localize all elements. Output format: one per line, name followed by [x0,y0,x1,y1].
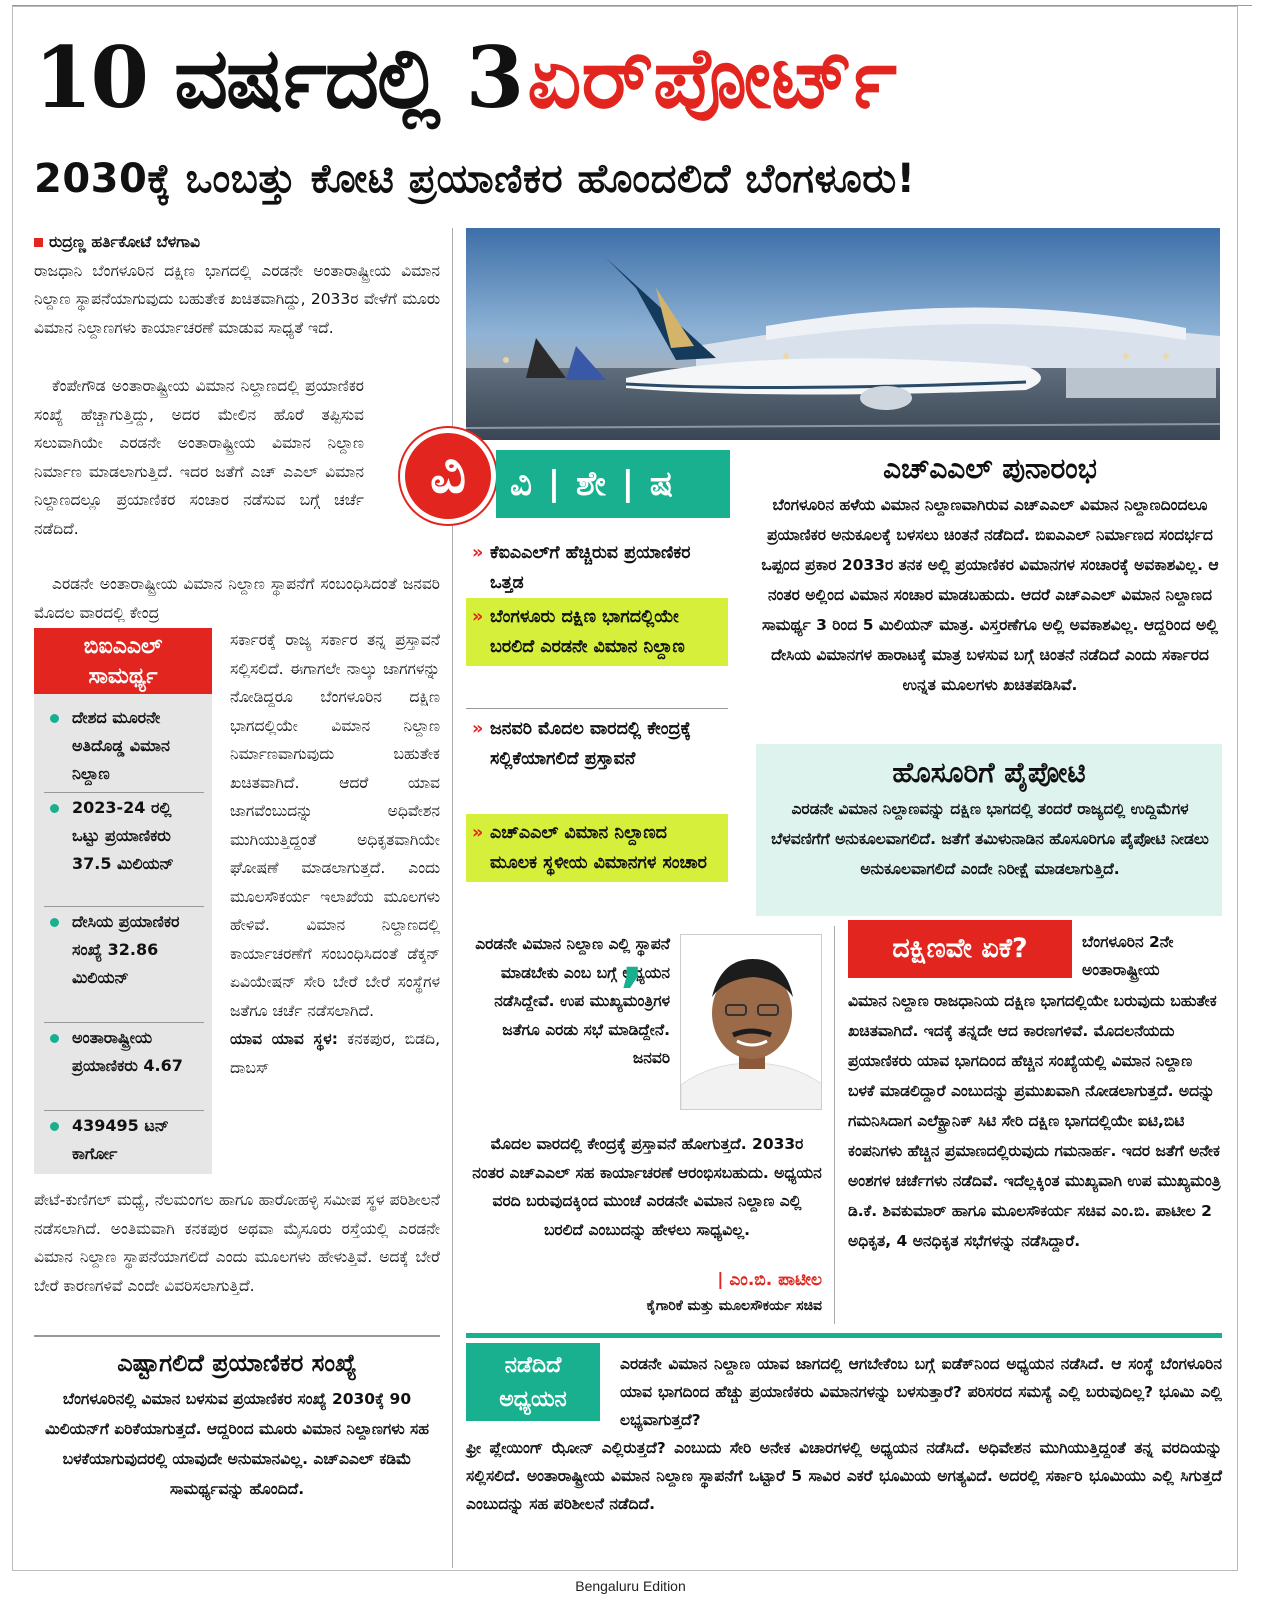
passenger-count-title: ಎಷ್ಟಾಗಲಿದೆ ಪ್ರಯಾಣಿಕರ ಸಂಖ್ಯೆ [117,1349,357,1377]
headline-part-2: ಏರ್‌ಪೋರ್ಟ್ [527,29,897,127]
quote-author-role: ಕೈಗಾರಿಕೆ ಮತ್ತು ಮೂಲಸೌಕರ್ಯ ಸಚಿವ [646,1298,822,1314]
study-text-part-2: ಫ್ರೀ ಪ್ಲೇಯಿಂಗ್ ಝೋನ್ ಎಲ್ಲಿರುತ್ತದೆ? ಎಂಬುದು ಸೇರಿ ಅನೇಕ ವಿಚಾರಗಳಲ್ಲಿ ಅಧ್ಯಯನ ನಡೆಸಿದೆ. ಅಧಿವೇಶನ ಮುಗಿಯುತ್ತಿದ್ದಂತೆ ತನ್ನ ವರದಿಯನ್ನು ಸಲ್ಲಿಸಲಿದೆ. ಅಂತಾರಾಷ್ಟ್ರೀಯ ವಿಮಾನ ನಿಲ್ದಾಣ ಸ್ಥಾಪನೆಗೆ ಒಟ್ಟಾರೆ 5 ಸಾವಿರ ಎಕರೆ ಭೂಮಿಯ ಅಗತ್ಯವಿದೆ. ಅದರಲ್ಲಿ ಸರ್ಕಾರಿ ಭೂಮಿಯು ಎಲ್ಲಿ ಸಿಗುತ್ತದೆ ಎಂಬುದನ್ನು ಸಹ ಪರಿಶೀಲನೆ ನಡೆದಿದೆ. [466,1439,1222,1513]
vishesha-logo [400,422,730,522]
divider [34,1335,440,1337]
bial-item-text: 2023-24 ರಲ್ಲಿ ಒಟ್ಟು ಪ್ರಯಾಣಿಕರು 37.5 ಮಿಲಿಯನ್ [72,798,174,873]
portrait-illustration [681,935,822,1110]
why-south-lead: ಬೆಂಗಳೂರಿನ 2ನೇ ಅಂತಾರಾಷ್ಟ್ರೀಯ [1082,933,1174,979]
highlight-bullet [466,710,728,778]
article-para-3 [34,570,440,627]
why-south-body: ವಿಮಾನ ನಿಲ್ದಾಣ ರಾಜಧಾನಿಯ ದಕ್ಷಿಣ ಭಾಗದಲ್ಲಿಯೇ ಬರುವುದು ಬಹುತೇಕ ಖಚಿತವಾಗಿದೆ. ಇದಕ್ಕೆ ತನ್ನದೇ ಆದ ಕಾರಣಗಳಿವೆ. ಮೊದಲನೆಯದು ಪ್ರಯಾಣಿಕರು ಯಾವ ಭಾಗದಿಂದ ಹೆಚ್ಚಿನ ಸಂಖ್ಯೆಯಲ್ಲಿ ವಿಮಾನ ನಿಲ್ದಾಣ ಬಳಕೆ ಮಾಡಲಿದ್ದಾರೆ ಎಂಬುದನ್ನು ಪ್ರಮುಖವಾಗಿ ನೋಡಲಾಗುತ್ತದೆ. ಅದನ್ನು ಗಮನಿಸಿದಾಗ ಎಲೆಕ್ಟ್ರಾನಿಕ್ ಸಿಟಿ ಸೇರಿ ದಕ್ಷಿಣ ಭಾಗದಲ್ಲಿಯೇ ಐಟಿ,ಬಿಟಿ ಕಂಪನಿಗಳು ಹೆಚ್ಚಿನ ಪ್ರಮಾಣದಲ್ಲಿರುವುದು ಗಮನಾರ್ಹ. ಇದರ ಜತೆಗೆ ಅನೇಕ ಅಂಶಗಳ ಚರ್ಚೆಗಳು ನಡೆದಿವೆ. ಇದೆಲ್ಲಕ್ಕಿಂತ ಮುಖ್ಯವಾಗಿ ಉಪ ಮುಖ್ಯಮಂತ್ರಿ ಡಿ.ಕೆ. ಶಿವಕುಮಾರ್ ಹಾಗೂ ಮೂಲಸೌಕರ್ಯ ಸಚಿವ ಎಂ.ಬಿ. ಪಾಟೀಲ 2 ಅಧಿಕೃತ, 4 ಅನಧಿಕೃತ ಸಭೆಗಳನ್ನು ನಡೆಸಿದ್ದಾರೆ. [848,992,1221,1250]
vishesha-letter: ವಿ [429,441,467,506]
bial-item [44,1112,204,1168]
green-divider [466,1333,1222,1338]
bial-item-text: ದೇಸಿಯ ಪ್ರಯಾಣಿಕರ ಸಂಖ್ಯೆ 32.86 ಮಿಲಿಯನ್ [72,912,180,987]
chevron-right-icon: » [472,543,484,563]
article-para-5 [34,1186,440,1300]
main-headline [34,28,1234,148]
airport-illustration [466,228,1220,440]
quote-mark-icon: , [620,921,645,995]
bullet-text: ಜನವರಿ ಮೊದಲ ವಾರದಲ್ಲಿ ಕೇಂದ್ರಕ್ಕೆ ಸಲ್ಲಿಕೆಯಾಗಲಿದೆ ಪ್ರಸ್ತಾವನೆ [490,719,691,769]
vishesha-label: ವಿ | ಶೇ | ಷ [496,450,730,518]
highlight-bullet [466,534,728,602]
bullet-text: ಎಚ್‌ಎಎಲ್ ವಿಮಾನ ನಿಲ್ದಾಣದ ಮೂಲಕ ಸ್ಥಳೀಯ ವಿಮಾನಗಳ ಸಂಚಾರ [490,823,707,873]
column-divider [834,926,835,1324]
article-para-4 [230,626,440,1082]
bial-item-text: ಅಂತಾರಾಷ್ಟ್ರೀಯ ಪ್ರಯಾಣಿಕರು 4.67 [72,1028,183,1075]
passenger-count-body: ಬೆಂಗಳೂರಿನಲ್ಲಿ ವಿಮಾನ ಬಳಸುವ ಪ್ರಯಾಣಿಕರ ಸಂಖ್ಯೆ 2030ಕ್ಕೆ 90 ಮಿಲಿಯನ್‌ಗೆ ಏರಿಕೆಯಾಗುತ್ತದೆ. ಆದ್ದರಿಂದ ಮೂರು ವಿಮಾನ ನಿಲ್ದಾಣಗಳು ಸಹ ಬಳಕೆಯಾಗುವುದರಲ್ಲಿ ಯಾವುದೇ ಅನುಮಾನವಿಲ್ಲ. ಎಚ್‌ಎಎಲ್ ಕಡಿಮೆ ಸಾಮರ್ಥ್ಯವನ್ನು ಹೊಂದಿದೆ. [44,1390,430,1498]
hosur-box-title: ಹೊಸೂರಿಗೆ ಪೈಪೋಟಿ [892,756,1086,789]
bullet-text: ಕೆಐಎಎಲ್‌ಗೆ ಹೆಚ್ಚಿರುವ ಪ್ರಯಾಣಿಕರ ಒತ್ತಡ [490,543,691,593]
paragraph-3: ಎರಡನೇ ಅಂತಾರಾಷ್ಟ್ರೀಯ ವಿಮಾನ ನಿಲ್ದಾಣ ಸ್ಥಾಪನೆಗೆ ಸಂಬಂಧಿಸಿದಂತೆ ಜನವರಿ ಮೊದಲ ವಾರದಲ್ಲಿ ಕೇಂದ್ರ [34,575,440,622]
bullet-dot-icon [50,1034,59,1043]
chevron-right-icon: » [472,719,484,739]
divider [466,708,728,709]
bullet-dot-icon [50,714,59,723]
hosur-box-body: ಎರಡನೇ ವಿಮಾನ ನಿಲ್ದಾಣವನ್ನು ದಕ್ಷಿಣ ಭಾಗದಲ್ಲಿ ತಂದರೆ ರಾಜ್ಯದಲ್ಲಿ ಉದ್ದಿಮೆಗಳ ಬೆಳವಣಿಗೆಗೆ ಅನುಕೂಲವಾಗಲಿದೆ. ಜತೆಗೆ ತಮಿಳುನಾಡಿನ ಹೊಸೂರಿಗೂ ಪೈಪೋಟಿ ನೀಡಲು ಅನುಕೂಲವಾಗಲಿದೆ ಎಂದೇ ನಿರೀಕ್ಷೆ ಮಾಡಲಾಗುತ್ತಿದೆ. [771,800,1209,878]
divider [44,1022,204,1023]
vishesha-circle-icon [400,428,496,524]
places-start: ಕನಕಪುರ, ಬಿಡದಿ, ದಾಬಸ್ [230,1030,440,1077]
headline-part-1: 10 ವರ್ಷದಲ್ಲಿ 3 [34,28,523,127]
highlight-bullet [466,598,728,666]
sub-headline: 2030ಕ್ಕೆ ಒಂಬತ್ತು ಕೋಟಿ ಪ್ರಯಾಣಿಕರ ಹೊಂದಲಿದೆ ಬೆಂಗಳೂರು! [34,156,916,202]
study-text-part-1: ಎರಡನೇ ವಿಮಾನ ನಿಲ್ದಾಣ ಯಾವ ಜಾಗದಲ್ಲಿ ಆಗಬೇಕೆಂಬ ಬಗ್ಗೆ ಐಡೆಕ್‌ನಿಂದ ಅಧ್ಯಯನ ನಡೆಸಿದೆ. ಆ ಸಂಸ್ಥೆ ಬೆಂಗಳೂರಿನ ಯಾವ ಭಾಗದಿಂದ ಹೆಚ್ಚು ಪ್ರಯಾಣಿಕರು ವಿಮಾನಗಳನ್ನು ಬಳಸುತ್ತಾರೆ? ಪರಿಸರದ ಸಮಸ್ಯೆ ಎಲ್ಲಿ ಬರುವುದಿಲ್ಲ? ಭೂಮಿ ಎಲ್ಲಿ ಲಭ್ಯವಾಗುತ್ತದೆ? [620,1355,1222,1429]
bullet-dot-icon [50,1122,59,1131]
bullet-dot-icon [50,918,59,927]
study-title [466,1343,600,1421]
bullet-text: ಬೆಂಗಳೂರು ದಕ್ಷಿಣ ಭಾಗದಲ್ಲಿಯೇ ಬರಲಿದೆ ಎರಡನೇ ವಿಮಾನ ನಿಲ್ದಾಣ [490,607,685,657]
paragraph-1: ರಾಜಧಾನಿ ಬೆಂಗಳೂರಿನ ದಕ್ಷಿಣ ಭಾಗದಲ್ಲಿ ಎರಡನೇ ಅಂತಾರಾಷ್ಟ್ರೀಯ ವಿಮಾನ ನಿಲ್ದಾಣ ಸ್ಥಾಪನೆಯಾಗುವುದು ಬಹುತೇಕ ಖಚಿತವಾಗಿದ್ದು, 2033ರ ವೇಳೆಗೆ ಮೂರು ವಿಮಾನ ನಿಲ್ದಾಣಗಳು ಕಾರ್ಯಾಚರಣೆ ಮಾಡುವ ಸಾಧ್ಯತೆ ಇದೆ. [34,261,440,337]
bial-title-line-1: ಬಿಐಎಎಲ್ [83,634,163,659]
bial-item [44,794,204,878]
quote-text-part-2: ಮೊದಲ ವಾರದಲ್ಲಿ ಕೇಂದ್ರಕ್ಕೆ ಪ್ರಸ್ತಾವನೆ ಹೋಗುತ್ತದೆ. 2033ರ ನಂತರ ಎಚ್‌ಎಎಲ್ ಸಹ ಕಾರ್ಯಾಚರಣೆ ಆರಂಭಿಸಬಹುದು. ಅಧ್ಯಯನ ವರದಿ ಬರುವುದಕ್ಕಿಂದ ಮುಂಚೆ ಎರಡನೇ ವಿಮಾನ ನಿಲ್ದಾಣ ಎಲ್ಲಿ ಬರಲಿದೆ ಎಂಬುದನ್ನು ಹೇಳಲು ಸಾಧ್ಯವಿಲ್ಲ. [472,1135,822,1239]
divider [44,906,204,907]
chevron-right-icon: » [472,823,484,843]
paragraph-4: ಸರ್ಕಾರಕ್ಕೆ ರಾಜ್ಯ ಸರ್ಕಾರ ತನ್ನ ಪ್ರಸ್ತಾವನೆ ಸಲ್ಲಿಸಲಿದೆ. ಈಗಾಗಲೇ ನಾಲ್ಕು ಜಾಗಗಳನ್ನು ನೋಡಿದ್ದರೂ ಬೆಂಗಳೂರಿನ ದಕ್ಷಿಣ ಭಾಗದಲ್ಲಿಯೇ ವಿಮಾನ ನಿಲ್ದಾಣ ನಿರ್ಮಾಣವಾಗುವುದು ಬಹುತೇಕ ಖಚಿತವಾಗಿದೆ. ಆದರೆ ಯಾವ ಜಾಗವೆಂಬುದನ್ನು ಅಧಿವೇಶನ ಮುಗಿಯುತ್ತಿದ್ದಂತೆ ಅಧಿಕೃತವಾಗಿಯೇ ಘೋಷಣೆ ಮಾಡಲಾಗುತ್ತದೆ. ಎಂದು ಮೂಲಸೌಕರ್ಯ ಇಲಾಖೆಯ ಮೂಲಗಳು ಹೇಳಿವೆ. ವಿಮಾನ ನಿಲ್ದಾಣದಲ್ಲಿ ಕಾರ್ಯಾಚರಣೆಗೆ ಸಂಬಂಧಿಸಿದಂತೆ ಡೆಕ್ಕನ್ ಏವಿಯೇಷನ್ ಸೇರಿ ಬೇರೆ ಬೇರೆ ಸಂಸ್ಥೆಗಳ ಜತೆಗೂ ಚರ್ಚೆ ನಡೆಸಲಾಗಿದೆ. [230,631,440,1020]
airport-photo [466,228,1220,440]
article-intro [34,228,440,342]
hal-box-body: ಬೆಂಗಳೂರಿನ ಹಳೆಯ ವಿಮಾನ ನಿಲ್ದಾಣವಾಗಿರುವ ಎಚ್‌ಎಎಲ್ ವಿಮಾನ ನಿಲ್ದಾಣದಿಂದಲೂ ಪ್ರಯಾಣಿಕರ ಅನುಕೂಲಕ್ಕೆ ಬಳಸಲು ಚಿಂತನೆ ನಡೆದಿದೆ. ಬಿಐಎಎಲ್ ನಿರ್ಮಾಣದ ಸಂದರ್ಭದ ಒಪ್ಪಂದ ಪ್ರಕಾರ 2033ರ ತನಕ ಅಲ್ಲಿ ಪ್ರಯಾಣಿಕರ ವಿಮಾನಗಳ ಸಂಚಾರಕ್ಕೆ ಅವಕಾಶವಿಲ್ಲ. ಆ ನಂತರ ಅಲ್ಲಿಂದ ವಿಮಾನ ಸಂಚಾರ ಮಾಡಬಹುದು. ಆದರೆ ಎಚ್‌ಎಎಲ್ ವಿಮಾನ ನಿಲ್ದಾಣದ ಸಾಮರ್ಥ್ಯ 3 ರಿಂದ 5 ಮಿಲಿಯನ್ ಮಾತ್ರ. ವಿಸ್ತರಣೆಗೂ ಅಲ್ಲಿ ಅವಕಾಶವಿಲ್ಲ. ಆದ್ದರಿಂದ ಅಲ್ಲಿ ದೇಸಿಯ ವಿಮಾನಗಳ ಹಾರಾಟಕ್ಕೆ ಮಾತ್ರ ಬಳಸುವ ಬಗ್ಗೆ ಚಿಂತನೆ ನಡೆದಿದೆ ಎಂದು ಸರ್ಕಾರದ ಉನ್ನತ ಮೂಲಗಳು ಖಚಿತಪಡಿಸಿವೆ. [761,496,1219,694]
byline [34,228,440,257]
divider [44,792,204,793]
bial-item-text: 439495 ಟನ್ ಕಾರ್ಗೋ [72,1116,169,1163]
quote-author: | ಎಂ.ಬಿ. ಪಾಟೀಲ [717,1270,822,1290]
paragraph-2: ಕೆಂಪೇಗೌಡ ಅಂತಾರಾಷ್ಟ್ರೀಯ ವಿಮಾನ ನಿಲ್ದಾಣದಲ್ಲಿ ಪ್ರಯಾಣಿಕರ ಸಂಖ್ಯೆ ಹೆಚ್ಚಾಗುತ್ತಿದ್ದು, ಅದರ ಮೇಲಿನ ಹೊರೆ ತಪ್ಪಿಸುವ ಸಲುವಾಗಿಯೇ ಎರಡನೇ ಅಂತಾರಾಷ್ಟ್ರೀಯ ವಿಮಾನ ನಿಲ್ದಾಣ ನಿರ್ಮಾಣ ಮಾಡಲಾಗುತ್ತಿದೆ. ಇದರ ಜತೆಗೆ ಎಚ್ ಎಎಲ್ ವಿಮಾನ ನಿಲ್ದಾಣದಲ್ಲೂ ಪ್ರಯಾಣಿಕರ ಸಂಚಾರ ನಡೆಸುವ ಬಗ್ಗೆ ಚರ್ಚೆ ನಡೆದಿದೆ. [34,377,364,538]
paragraph-5: ಪೇಟೆ-ಕುಣಿಗಲ್ ಮಧ್ಯೆ, ನೆಲಮಂಗಲ ಹಾಗೂ ಹಾರೋಹಳ್ಳಿ ಸಮೀಪ ಸ್ಥಳ ಪರಿಶೀಲನೆ ನಡೆಸಲಾಗಿದೆ. ಅಂತಿಮವಾಗಿ ಕನಕಪುರ ಅಥವಾ ಮೈಸೂರು ರಸ್ತೆಯಲ್ಲಿ ಎರಡನೇ ವಿಮಾನ ನಿಲ್ದಾಣ ಸ್ಥಾಪನೆಯಾಗಲಿದೆ ಎಂದು ಮೂಲಗಳು ಹೇಳುತ್ತಿವೆ. ಅದಕ್ಕೆ ಬೇರೆ ಬೇರೆ ಕಾರಣಗಳಿವೆ ಎಂದೇ ವಿವರಿಸಲಾಗುತ್ತಿದೆ. [34,1191,440,1295]
divider [44,1110,204,1111]
minister-portrait [680,934,822,1110]
edition-footer: Bengaluru Edition [575,1578,686,1594]
places-label: ಯಾವ ಯಾವ ಸ್ಥಳ: [230,1030,338,1048]
bial-item [44,1024,204,1080]
study-title-line-2: ಅಧ್ಯಯನ [499,1387,567,1412]
bial-title-line-2: ಸಾಮರ್ಥ್ಯ [88,664,158,689]
bial-item [44,704,204,788]
bial-capacity-title [34,628,212,694]
highlight-bullet [466,814,728,882]
chevron-right-icon: » [472,607,484,627]
bullet-dot-icon [50,804,59,813]
bial-item-text: ದೇಶದ ಮೂರನೇ ಅತಿದೊಡ್ಡ ವಿಮಾನ ನಿಲ್ದಾಣ [72,708,170,783]
places-paragraph [230,1025,440,1082]
byline-text: ರುದ್ರಣ್ಣ ಹರ್ತಿಕೋಟೆ ಬೆಳಗಾವಿ [49,233,200,251]
study-title-line-1: ನಡೆದಿದೆ [504,1353,562,1378]
hal-box-title: ಎಚ್‌ಎಎಲ್ ಪುನಾರಂಭ [883,452,1097,485]
quote-text-part-1: ಎರಡನೇ ವಿಮಾನ ನಿಲ್ದಾಣ ಎಲ್ಲಿ ಸ್ಥಾಪನೆ ಮಾಡಬೇಕು ಎಂಬ ಬಗ್ಗೆ ಅಧ್ಯಯನ ನಡೆಸಿದ್ದೇವೆ. ಉಪ ಮುಖ್ಯಮಂತ್ರಿಗಳ ಜತೆಗೂ ಎರಡು ಸಭೆ ಮಾಡಿದ್ದೇನೆ. ಜನವರಿ [475,935,670,1067]
byline-marker-icon [34,238,43,247]
why-south-title: ದಕ್ಷಿಣವೇ ಏಕೆ? [848,920,1072,978]
article-para-2 [34,372,364,543]
bial-item [44,908,204,992]
